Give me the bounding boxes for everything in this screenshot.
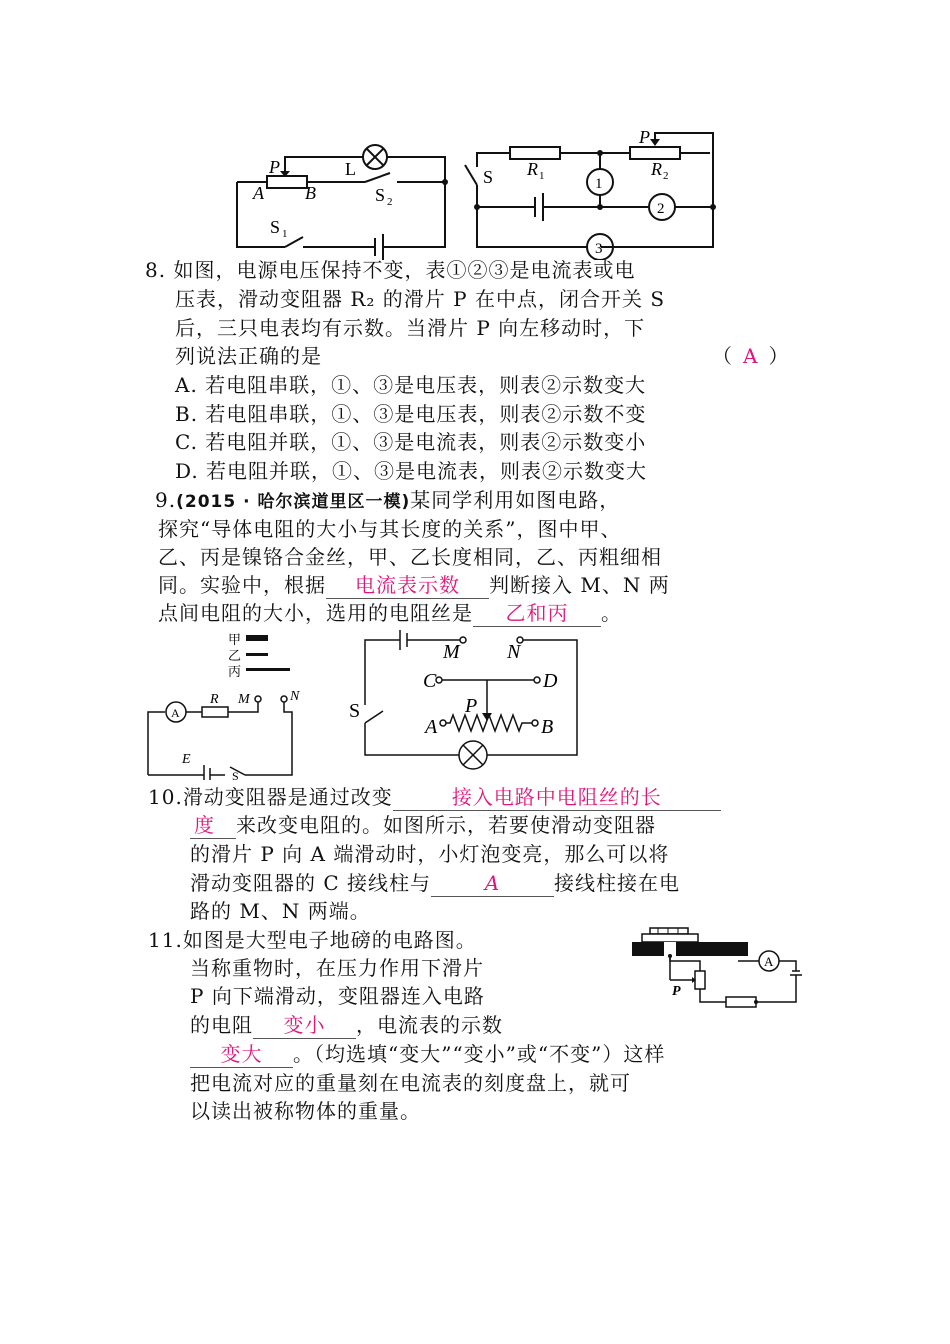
q11-answer-1: 变小 — [253, 1012, 356, 1039]
q8-answer: A — [743, 344, 759, 368]
q9-line-2: 探究“导体电阻的大小与其长度的关系”，图中甲、 — [158, 517, 622, 541]
q10-answer-2: A — [431, 870, 554, 897]
q10-answer-1b: 度 — [190, 812, 236, 839]
q10-line-4-pre: 滑动变阻器的 C 接线柱与 — [190, 871, 432, 895]
q11-line-4-pre: 的电阻 — [190, 1013, 253, 1037]
label-S2: S — [375, 185, 386, 205]
q8-stem-line-2: 压表，滑动变阻器 R₂ 的滑片 P 在中点，闭合开关 S — [175, 287, 666, 311]
q9-line-1 — [155, 487, 620, 515]
q11-line-2: 当称重物时，在压力作用下滑片 — [190, 956, 484, 980]
q10-answer-1a: 接入电路中电阻丝的长 — [393, 784, 721, 811]
meter-3: 3 — [595, 241, 603, 257]
q9-number: 9. — [155, 488, 177, 512]
ammeter-label: A — [764, 954, 774, 969]
label-P: P — [465, 695, 478, 717]
q11-line-5-text: 。（均选填“变大”“变小”或“不变”）这样 — [293, 1042, 666, 1066]
q9-answer-1: 电流表示数 — [326, 572, 489, 599]
q10-number: 10. — [148, 785, 183, 809]
circuit-figure-2 — [455, 125, 725, 260]
q10-line-2 — [190, 812, 656, 839]
label-R2-sub: 2 — [663, 170, 669, 182]
q11-line-1 — [148, 927, 477, 953]
label-B: B — [305, 183, 316, 203]
q11-number: 11. — [148, 928, 183, 952]
q9-line-4-post: 判断接入 M、N 两 — [489, 573, 670, 597]
label-R: R — [210, 692, 219, 707]
circuit-figure-5 — [628, 925, 808, 1010]
q8-option-a: A. 若电阻串联，①、③是电压表，则表②示数变大 — [175, 373, 647, 397]
wire-jia-label: 甲 — [228, 632, 242, 647]
label-L: L — [345, 159, 356, 179]
label-A: A — [425, 716, 438, 738]
q10-line-4-post: 接线柱接在电 — [554, 871, 681, 895]
label-N: N — [507, 641, 521, 663]
q8-answer-bracket — [712, 343, 789, 369]
q10-line-4 — [190, 870, 680, 897]
label-S: S — [232, 769, 239, 780]
label-M: M — [443, 641, 460, 663]
label-B: B — [541, 716, 554, 738]
label-M: M — [238, 692, 250, 707]
q11-line-4-post: ，电流表的示数 — [356, 1013, 503, 1037]
label-S1-sub: 1 — [282, 228, 288, 240]
q11-line-1-text: 如图是大型电子地磅的电路图。 — [182, 928, 477, 952]
q10-line-3: 的滑片 P 向 A 端滑动时，小灯泡变亮，那么可以将 — [190, 842, 670, 866]
label-R1-sub: 1 — [539, 170, 545, 182]
circuit-figure-1 — [225, 125, 460, 260]
bracket-left: （ — [712, 344, 733, 368]
q8-stem-line-4: 列说法正确的是 — [175, 344, 322, 368]
label-P: P — [672, 984, 681, 999]
q8-option-b: B. 若电阻串联，①、③是电压表，则表②示数不变 — [175, 402, 647, 426]
label-S2-sub: 2 — [387, 196, 393, 208]
q10-line-1-pre: 滑动变阻器是通过改变 — [182, 785, 393, 809]
q11-line-7: 以读出被称物体的重量。 — [190, 1099, 421, 1123]
circuit-figure-3 — [140, 630, 305, 780]
bracket-right: ） — [768, 344, 790, 368]
q9-line-5-post: 。 — [601, 601, 622, 625]
label-C: C — [423, 670, 437, 692]
meter-2: 2 — [657, 201, 665, 217]
q11-line-6: 把电流对应的重量刻在电流表的刻度盘上，就可 — [190, 1071, 631, 1095]
label-R2: R — [651, 159, 662, 179]
q11-line-4 — [190, 1012, 503, 1039]
wire-yi-label: 乙 — [228, 648, 242, 663]
label-R1: R — [527, 159, 538, 179]
q9-line-4 — [158, 572, 670, 599]
q9-line-1-text: 某同学利用如图电路， — [410, 488, 621, 512]
q10-line-1 — [148, 784, 721, 811]
label-P: P — [639, 127, 650, 147]
q10-line-5: 路的 M、N 两端。 — [190, 899, 371, 923]
circuit-figure-4 — [345, 625, 585, 775]
q9-answer-2: 乙和丙 — [473, 600, 601, 627]
q10-line-2-text: 来改变电阻的。如图所示，若要使滑动变阻器 — [236, 813, 656, 837]
q9-line-5-pre: 点间电阻的大小，选用的电阻丝是 — [158, 601, 473, 625]
q9-line-4-pre: 同。实验中，根据 — [158, 573, 326, 597]
label-N: N — [290, 689, 300, 704]
q8-stem-line-3: 后，三只电表均有示数。当滑片 P 向左移动时，下 — [175, 316, 646, 340]
wire-bing-label: 丙 — [228, 664, 242, 679]
label-A: A — [253, 183, 264, 203]
q11-line-3: P 向下端滑动，变阻器连入电路 — [190, 984, 485, 1008]
meter-1: 1 — [595, 176, 603, 192]
q9-source: (2015 · 哈尔滨道里区一模) — [176, 492, 411, 512]
q11-line-5 — [190, 1041, 665, 1068]
label-S: S — [349, 700, 361, 722]
q8-option-d: D. 若电阻并联，①、③是电流表，则表②示数变大 — [175, 459, 648, 483]
label-S1: S — [270, 217, 281, 237]
q11-answer-2: 变大 — [190, 1041, 293, 1068]
q9-line-5 — [158, 600, 622, 627]
ammeter-label: A — [171, 706, 180, 720]
q8-option-c: C. 若电阻并联，①、③是电流表，则表②示数变小 — [175, 430, 647, 454]
q8-stem-line-1: 8. 如图，电源电压保持不变，表①②③是电流表或电 — [145, 258, 636, 282]
label-D: D — [543, 670, 558, 692]
label-S: S — [483, 167, 494, 187]
label-P: P — [269, 157, 280, 177]
label-E: E — [182, 752, 191, 767]
q9-line-3: 乙、丙是镍铬合金丝，甲、乙长度相同，乙、丙粗细相 — [158, 545, 662, 569]
